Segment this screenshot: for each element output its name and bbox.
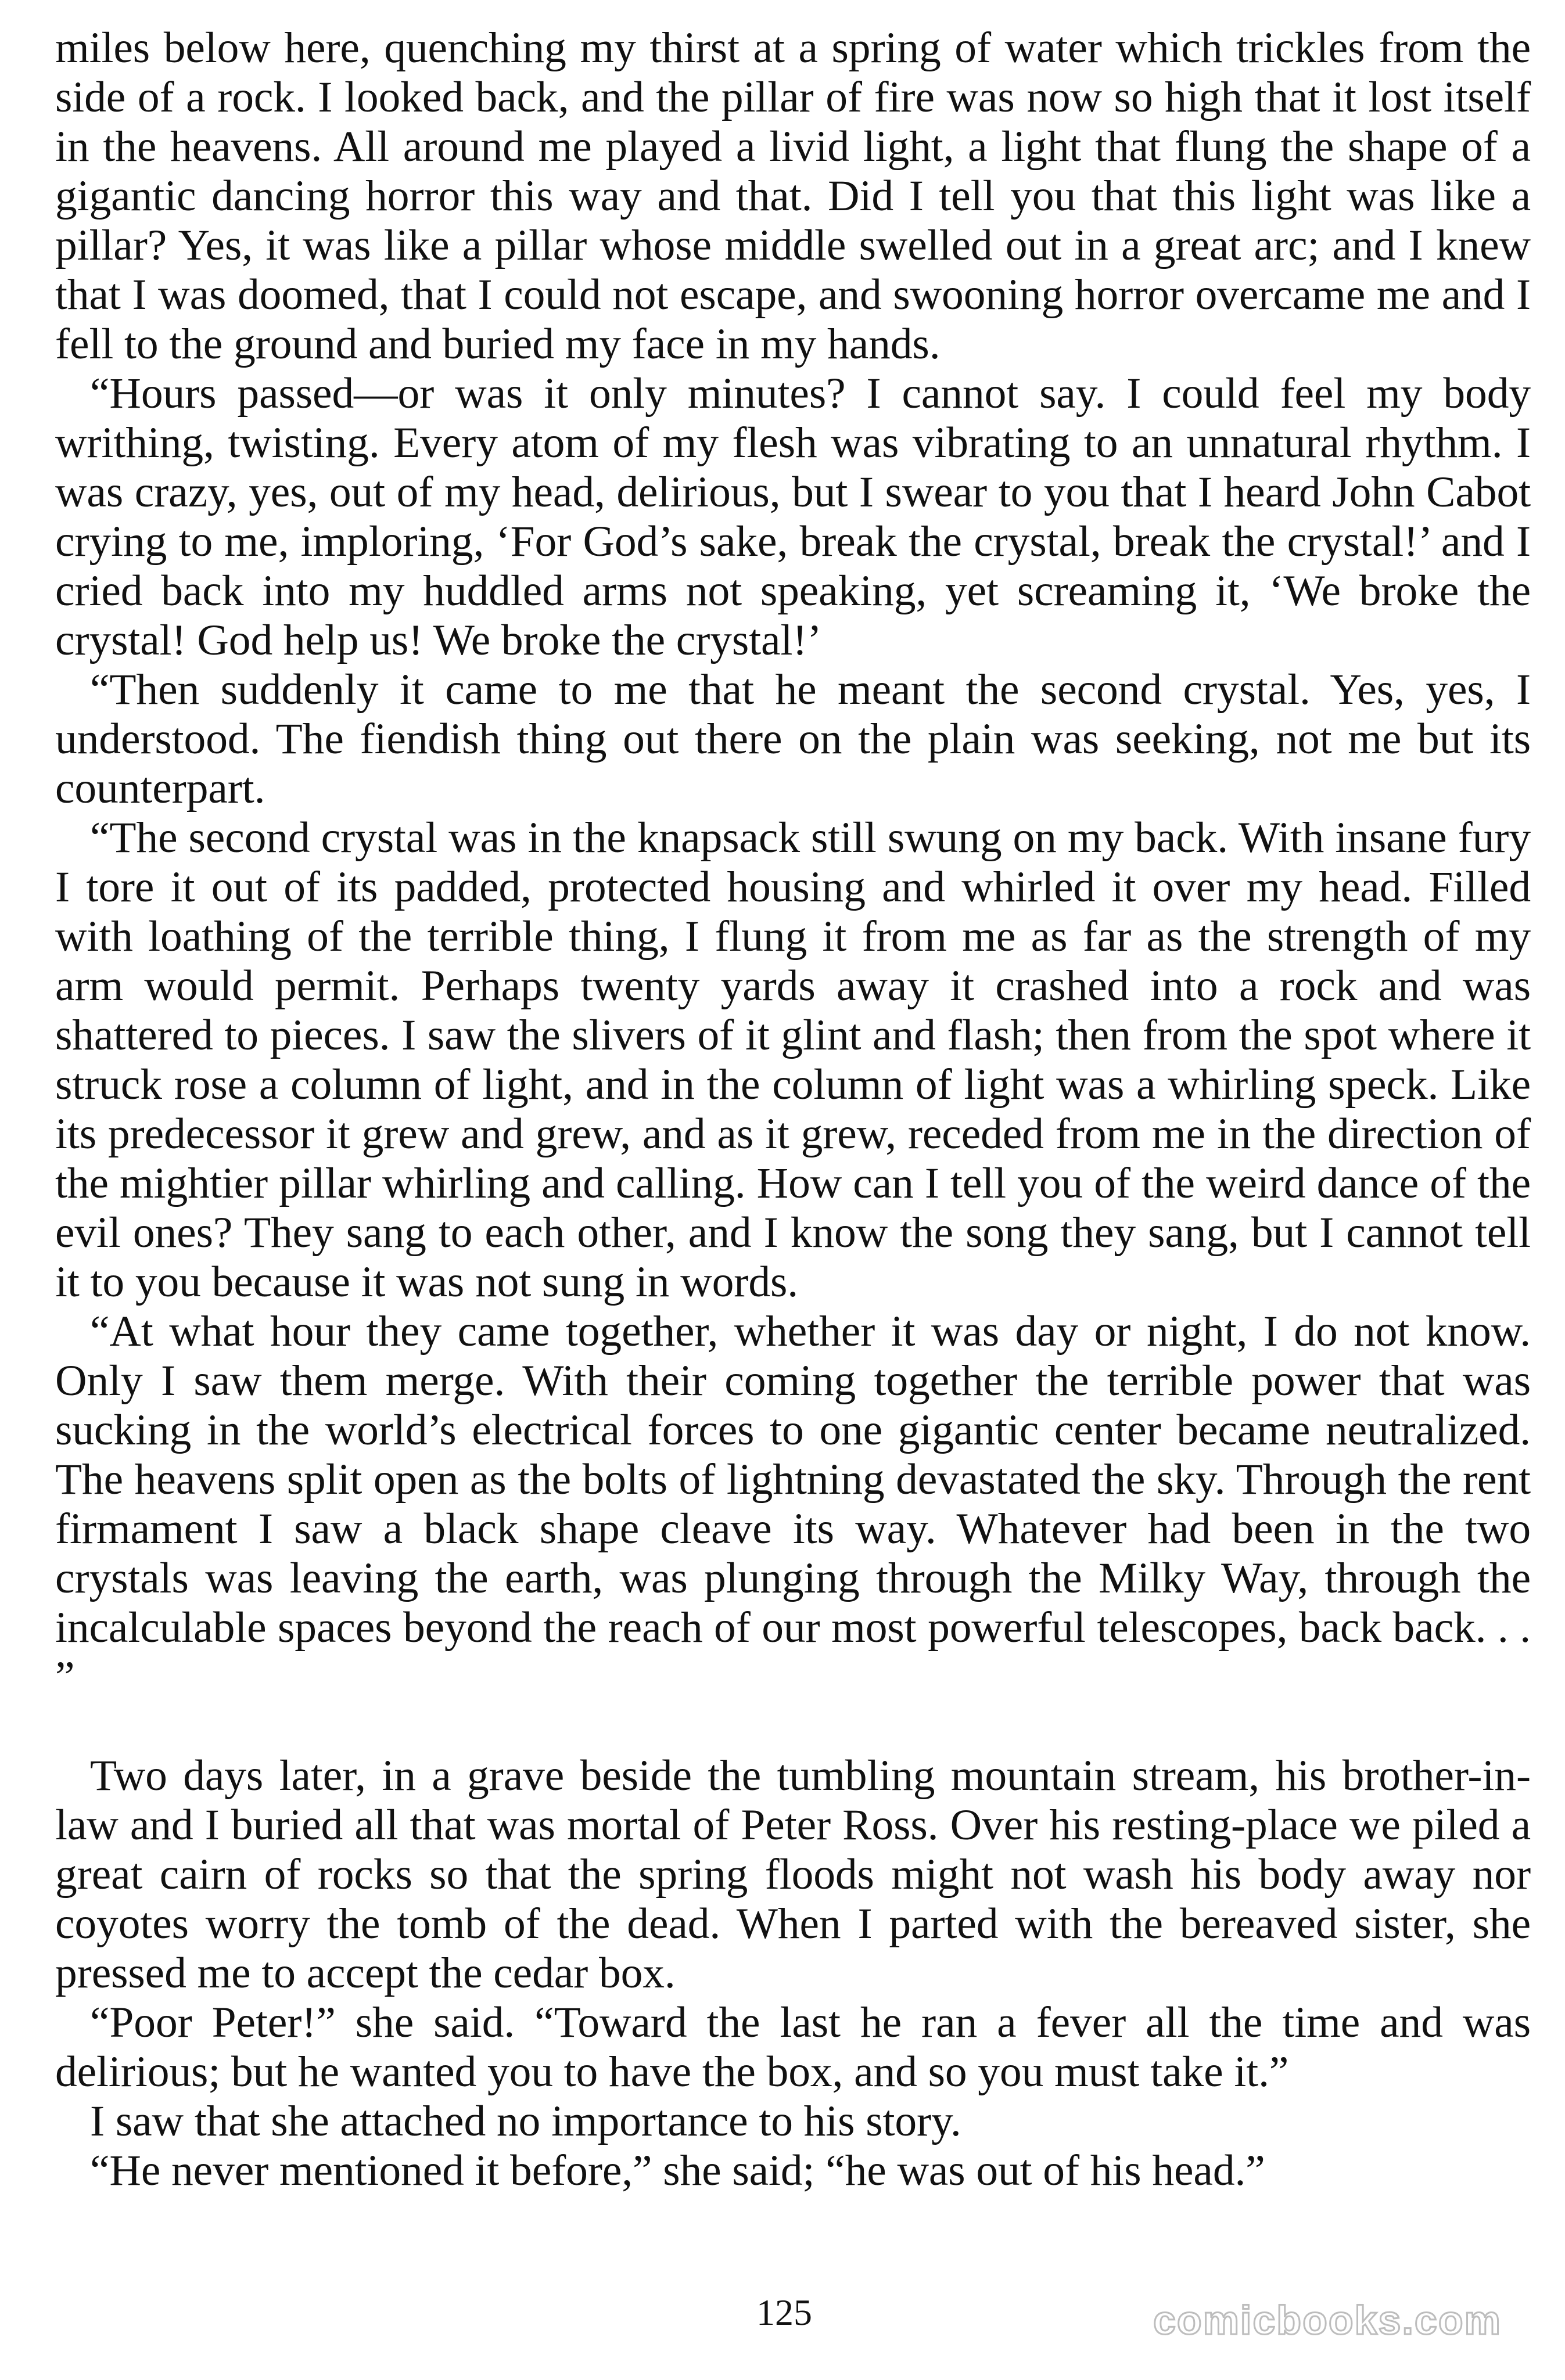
paragraph-6: Two days later, in a grave beside the tumbling mountain stream, his brother-in-law and I buried all that was mortal of Peter Ross. Over his resting-place we piled a great cairn of rocks so that the spring floods might not wash his body away nor coyotes worry the tomb of the dead. When I parted with the bereaved sister, she pressed me to accept the cedar box. bbox=[55, 1752, 1531, 1997]
watermark-logo: comicbooks.com bbox=[1153, 2298, 1502, 2343]
page-number: 125 bbox=[756, 2292, 812, 2333]
paragraph-7: “Poor Peter!” she said. “Toward the last he ran a fever all the time and was delirious; but he wanted you to have the box, and so you must take it.” bbox=[55, 1998, 1531, 2096]
paragraph-2: “Hours passed—or was it only minutes? I cannot say. I could feel my body writhing, twisting. Every atom of my flesh was vibrating to an unnatural rhythm. I was crazy, yes, out of my head, delirious, but I swear to you that I heard John Cabot crying to me, imploring, ‘For God’s sake, break the crystal, break the crystal!’ and I cried back into my huddled arms not speaking, yet screaming it, ‘We broke the crystal! God help us! We broke the crystal!’ bbox=[55, 369, 1531, 664]
paragraph-9: “He never mentioned it before,” she said; “he was out of his head.” bbox=[90, 2147, 1265, 2195]
paragraph-3: “Then suddenly it came to me that he meant the second crystal. Yes, yes, I understood. The fiendish thing out there on the plain was seeking, not me but its counterpart. bbox=[55, 666, 1531, 812]
book-page bbox=[55, 23, 1531, 2195]
paragraph-8: I saw that she attached no importance to his story. bbox=[90, 2097, 961, 2145]
paragraph-5: “At what hour they came together, whether it was day or night, I do not know. Only I saw them merge. With their coming together the terrible power that was sucking in the world’s electrical forces to one gigantic center became neutralized. The heavens split open as the bolts of lightning devastated the sky. Through the rent firmament I saw a black shape cleave its way. Whatever had been in the two crystals was leaving the earth, was plunging through the Milky Way, through the incalculable spaces beyond the reach of our most powerful telescopes, back back. . . ” bbox=[55, 1307, 1531, 1701]
paragraph-1: miles below here, quenching my thirst at a spring of water which trickles from the side of a rock. I looked back, and the pillar of fire was now so high that it lost itself in the heavens. All around me played a livid light, a light that flung the shape of a gigantic dancing horror this way and that. Did I tell you that this light was like a pillar? Yes, it was like a pillar whose middle swelled out in a great arc; and I knew that I was doomed, that I could not escape, and swooning horror overcame me and I fell to the ground and buried my face in my hands. bbox=[55, 24, 1531, 368]
paragraph-4: “The second crystal was in the knapsack still swung on my back. With insane fury I tore it out of its padded, protected housing and whirled it over my head. Filled with loathing of the terrible thing, I flung it from me as far as the strength of my arm would permit. Perhaps twenty yards away it crashed into a rock and was shattered to pieces. I saw the slivers of it glint and flash; then from the spot where it struck rose a column of light, and in the column of light was a whirling speck. Like its predecessor it grew and grew, and as it grew, receded from me in the direction of the mightier pillar whirling and calling. How can I tell you of the weird dance of the evil ones? They sang to each other, and I know the song they sang, but I cannot tell it to you because it was not sung in words. bbox=[55, 814, 1531, 1306]
